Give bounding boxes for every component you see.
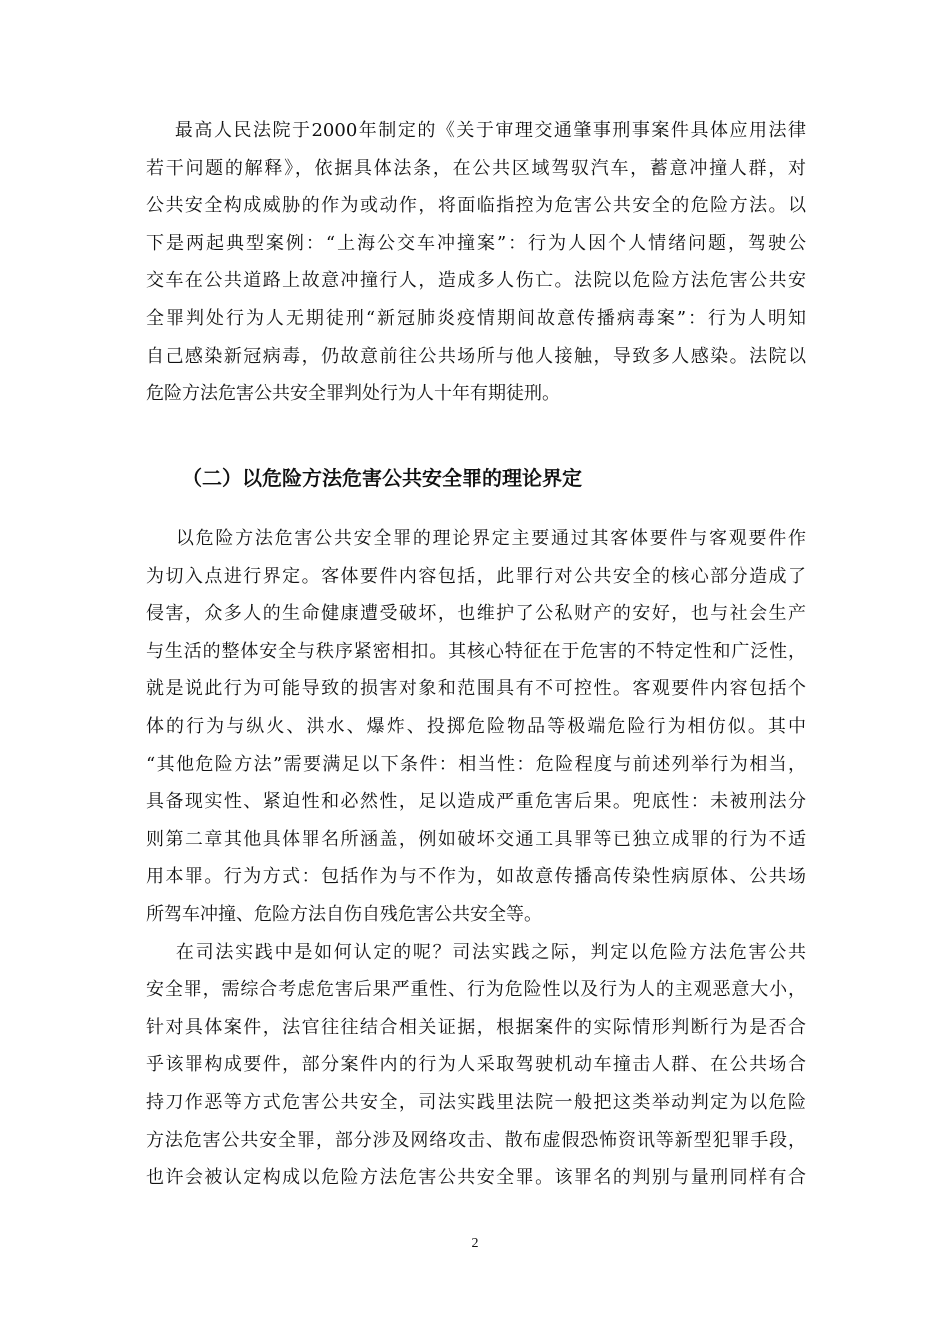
text-line: 下是两起典型案例：“上海公交车冲撞案”：行为人因个人情绪问题，驾驶公 (146, 232, 806, 254)
text-line: 与生活的整体安全与秩序紧密相扣。其核心特征在于危害的不特定性和广泛性， (146, 640, 806, 662)
text-line: 安全罪，需综合考虑危害后果严重性、行为危险性以及行为人的主观恶意大小， (146, 979, 806, 1001)
text-line: 交车在公共道路上故意冲撞行人，造成多人伤亡。法院以危险方法危害公共安 (146, 270, 806, 292)
text-line: “其他危险方法”需要满足以下条件：相当性：危险程度与前述列举行为相当， (146, 753, 806, 775)
paragraph-judicial-interpretation (146, 112, 806, 413)
text-line: 也许会被认定构成以危险方法危害公共安全罪。该罪名的判别与量刑同样有合 (146, 1167, 806, 1189)
text-line: 所驾车冲撞、危险方法自伤自残危害公共安全等。 (146, 903, 542, 925)
text-line: 持刀作恶等方式危害公共安全，司法实践里法院一般把这类举动判定为以危险 (146, 1091, 806, 1113)
text-line: 体的行为与纵火、洪水、爆炸、投掷危险物品等极端危险行为相仿似。其中 (146, 715, 806, 737)
text-line: 针对具体案件，法官往往结合相关证据，根据案件的实际情形判断行为是否合 (146, 1016, 806, 1038)
section-heading: （二）以危险方法危害公共安全罪的理论界定 (182, 466, 582, 490)
text-line: 若干问题的解释》，依据具体法条，在公共区域驾驭汽车，蓄意冲撞人群，对 (146, 157, 806, 179)
page-number: 2 (471, 1236, 479, 1251)
text-line: 公共安全构成威胁的作为或动作，将面临指控为危害公共安全的危险方法。以 (146, 195, 806, 217)
text-line: 具备现实性、紧迫性和必然性，足以造成严重危害后果。兜底性：未被刑法分 (146, 791, 806, 813)
text-line: 危险方法危害公共安全罪判处行为人十年有期徒刑。 (146, 383, 560, 405)
text-line: 方法危害公共安全罪，部分涉及网络攻击、散布虚假恐怖资讯等新型犯罪手段， (146, 1129, 806, 1151)
text-line: 以危险方法危害公共安全罪的理论界定主要通过其客体要件与客观要件作 (146, 528, 806, 549)
text-line: 用本罪。行为方式：包括作为与不作为，如故意传播高传染性病原体、公共场 (146, 866, 806, 888)
text-line: 乎该罪构成要件，部分案件内的行为人采取驾驶机动车撞击人群、在公共场合 (146, 1054, 806, 1076)
text-line: 最高人民法院于2000年制定的《关于审理交通肇事刑事案件具体应用法律 (146, 120, 806, 141)
text-line: 则第二章其他具体罪名所涵盖，例如破坏交通工具罪等已独立成罪的行为不适 (146, 828, 806, 850)
paragraph-theoretical-definition (146, 520, 806, 1197)
text-line: 自己感染新冠病毒，仍故意前往公共场所与他人接触，导致多人感染。法院以 (146, 345, 806, 367)
text-line: 侵害，众多人的生命健康遭受破坏，也维护了公私财产的安好，也与社会生产 (146, 603, 806, 625)
text-line: 为切入点进行界定。客体要件内容包括，此罪行对公共安全的核心部分造成了 (146, 565, 806, 587)
text-line: 在司法实践中是如何认定的呢？司法实践之际，判定以危险方法危害公共 (146, 941, 806, 963)
text-line: 全罪判处行为人无期徒刑“新冠肺炎疫情期间故意传播病毒案”：行为人明知 (146, 307, 806, 329)
text-line: 就是说此行为可能导致的损害对象和范围具有不可控性。客观要件内容包括个 (146, 678, 806, 700)
